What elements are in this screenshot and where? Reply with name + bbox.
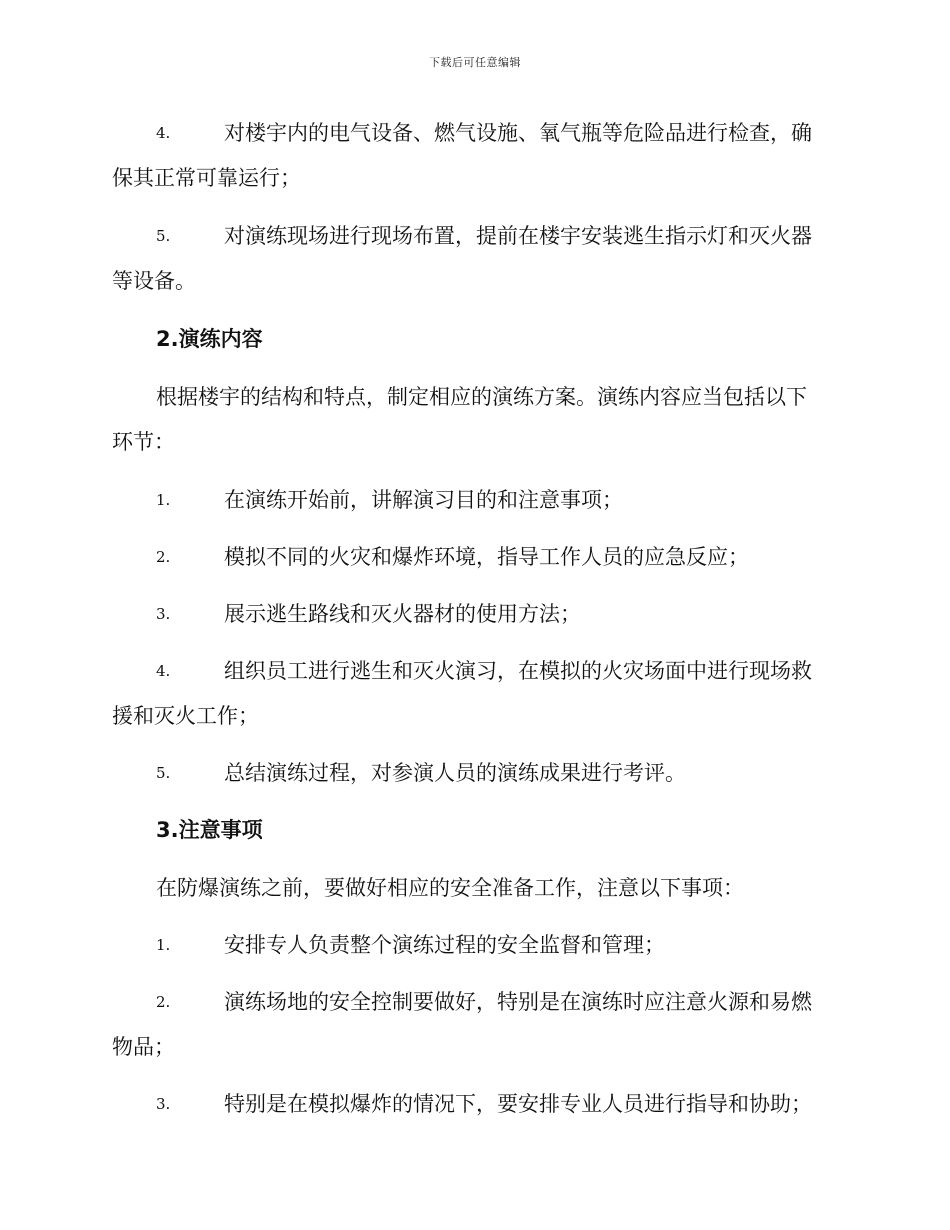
paragraph-text: 根据楼宇的结构和特点，制定相应的演练方案。演练内容应当包括以下 (156, 385, 807, 409)
list-number: 3. (156, 605, 171, 623)
list-text: 特别是在模拟爆炸的情况下，要安排专业人员进行指导和协助； (224, 1092, 812, 1116)
list-number: 1. (156, 491, 171, 509)
section-heading: 2.演练内容 (156, 327, 263, 351)
page-header: 下载后可任意编辑 (429, 56, 521, 69)
list-number: 2. (156, 993, 171, 1011)
list-item (112, 751, 834, 796)
list-number: 5. (156, 227, 171, 245)
list-text: 演练场地的安全控制要做好，特别是在演练时应注意火源和易燃 (224, 990, 812, 1014)
list-text: 在演练开始前，讲解演习目的和注意事项； (224, 488, 623, 512)
list-item (112, 478, 834, 523)
list-text: 对楼宇内的电气设备、燃气设施、氧气瓶等危险品进行检查，确 (224, 121, 812, 145)
list-item (112, 1082, 834, 1127)
list-text-continuation: 援和灭火工作； (112, 704, 259, 728)
list-text: 组织员工进行逃生和灭火演习，在模拟的火灾场面中进行现场救 (224, 659, 812, 683)
document-body (112, 111, 834, 1127)
list-item (112, 111, 834, 201)
list-item (112, 980, 834, 1070)
list-text-continuation: 等设备。 (112, 269, 196, 293)
list-number: 3. (156, 1095, 171, 1113)
list-text: 安排专人负责整个演练过程的安全监督和管理； (224, 933, 665, 957)
list-number: 1. (156, 936, 171, 954)
list-item (112, 214, 834, 304)
list-text-continuation: 物品； (112, 1035, 175, 1059)
list-item (112, 592, 834, 637)
paragraph-text: 在防爆演练之前，要做好相应的安全准备工作，注意以下事项： (156, 876, 744, 900)
list-item (112, 923, 834, 968)
paragraph (112, 375, 834, 465)
section-heading: 3.注意事项 (156, 818, 263, 842)
list-number: 2. (156, 548, 171, 566)
list-text: 展示逃生路线和灭火器材的使用方法； (224, 602, 581, 626)
list-text: 总结演练过程，对参演人员的演练成果进行考评。 (224, 761, 686, 785)
list-number: 4. (156, 124, 171, 142)
paragraph-text-continuation: 环节： (112, 430, 175, 454)
list-item (112, 535, 834, 580)
list-text: 模拟不同的火灾和爆炸环境，指导工作人员的应急反应； (224, 545, 749, 569)
list-text: 对演练现场进行现场布置，提前在楼宇安装逃生指示灯和灭火器 (224, 224, 812, 248)
list-number: 5. (156, 764, 171, 782)
list-number: 4. (156, 662, 171, 680)
list-item (112, 649, 834, 739)
list-text-continuation: 保其正常可靠运行； (112, 166, 301, 190)
